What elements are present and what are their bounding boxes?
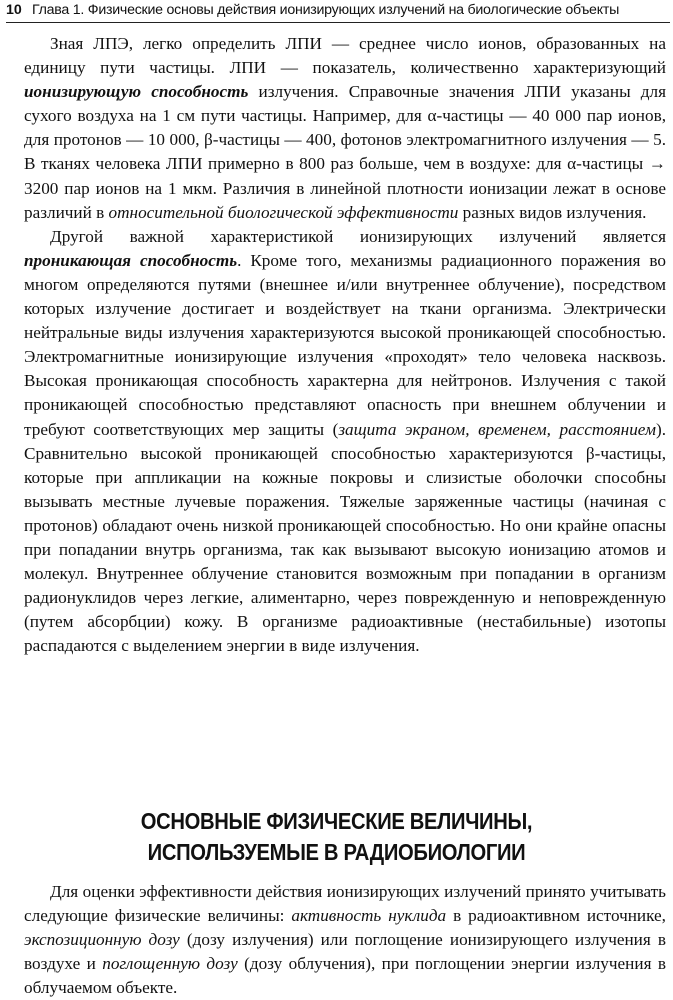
p2-text-c: . Кроме того, механизмы радиационного поражения во многом определяются путями (внешнее и/или внутреннее облучение), посредством которых излучение достигает и воздействует на ткани организма. Электрически нейтральные виды излучения характеризуются высокой проникающей способностью. Электромагнитные ионизирующие излучения «проходят» тело человека насквозь. Высокая проникающая способность характерна для нейтронов. Излучения с такой проникающей способностью представляют опасность при внешнем облучении и требуют соответствующих мер защиты ( xyxy=(24,250,666,439)
paragraph-penetrating xyxy=(24,225,666,659)
page-number: 10 xyxy=(6,2,22,18)
p1-text-c: излучения. Справочные значения ЛПИ указаны для сухого воздуха на 1 см пути частицы. Например, для α-частицы — 40 000 пар ионов, для протонов — 10 000, β-частицы — 400, фотонов электромагнитного излучения — 5. В тканях человека ЛПИ примерно в 800 раз больше, чем в воздухе: для α-частицы → 3200 пар ионов на 1 мкм. Различия в линейной плотности ионизации лежат в основе различий в xyxy=(24,82,666,222)
term-penetrating-ability: проникающая способность xyxy=(24,250,238,270)
p2-text-a: Другой важной характеристикой ионизирующих излучений является xyxy=(50,226,666,246)
chapter-title: Глава 1. Физические основы действия ионизирующих излучений на биологические объекты xyxy=(32,2,620,18)
running-header xyxy=(6,0,670,23)
p1-text-a: Зная ЛПЭ, легко определить ЛПИ — среднее число ионов, образованных на единицу пути частицы. ЛПИ — показатель, количественно характеризующий xyxy=(24,34,666,78)
term-nuclide-activity: активность нуклида xyxy=(291,906,447,926)
p1-text-e: разных видов излучения. xyxy=(458,202,647,222)
paragraph-lpi xyxy=(24,32,666,225)
section-heading xyxy=(47,806,626,868)
term-rbe: относительной биологической эффективности xyxy=(108,202,459,222)
p3-text-c: в радиоактивном источнике, xyxy=(446,906,666,926)
p2-text-e: ). Сравнительно высокой проникающей способностью характеризуются β-частицы, которые при аппликации на кожные покровы и слизистые оболочки способны вызывать местные лучевые поражения. Тяжелые заряженные частицы (начиная с протонов) обладают очень низкой проникающей способностью. Но они крайне опасны при попадании внутрь организма, так как вызывают высокую ионизацию атомов и молекул. Внутреннее облучение становится возможным при попадании в организм радионуклидов через легкие, алиментарно, через поврежденную и неповрежденную (путем абсорбции) кожу. В организме радиоактивные (нестабильные) изотопы распадаются с выделением энергии в виде излучения. xyxy=(24,419,667,656)
term-protection: защита экраном, временем, расстоянием xyxy=(338,419,656,439)
term-absorbed-dose: поглощенную дозу xyxy=(102,954,238,974)
section-heading-line-1: ОСНОВНЫЕ ФИЗИЧЕСКИЕ ВЕЛИЧИНЫ, xyxy=(140,808,533,834)
section-body-text xyxy=(24,880,666,1000)
paragraph-quantities xyxy=(24,880,666,1000)
p3-text-e: (дозу излучения) или поглощение ионизирующего излучения в воздухе и xyxy=(24,930,666,974)
section-heading-line-2: ИСПОЛЬЗУЕМЫЕ В РАДИОБИОЛОГИИ xyxy=(147,839,526,865)
body-text xyxy=(24,32,666,658)
term-ionizing-ability: ионизирующую способность xyxy=(24,82,249,102)
p3-text-a: Для оценки эффективности действия ионизирующих излучений принято учитывать следующие физические величины: xyxy=(24,882,666,926)
p3-text-g: (дозу облучения), при поглощении энергии излучения в облучаемом объекте. xyxy=(24,954,666,998)
term-exposure-dose: экспозиционную дозу xyxy=(24,930,180,950)
